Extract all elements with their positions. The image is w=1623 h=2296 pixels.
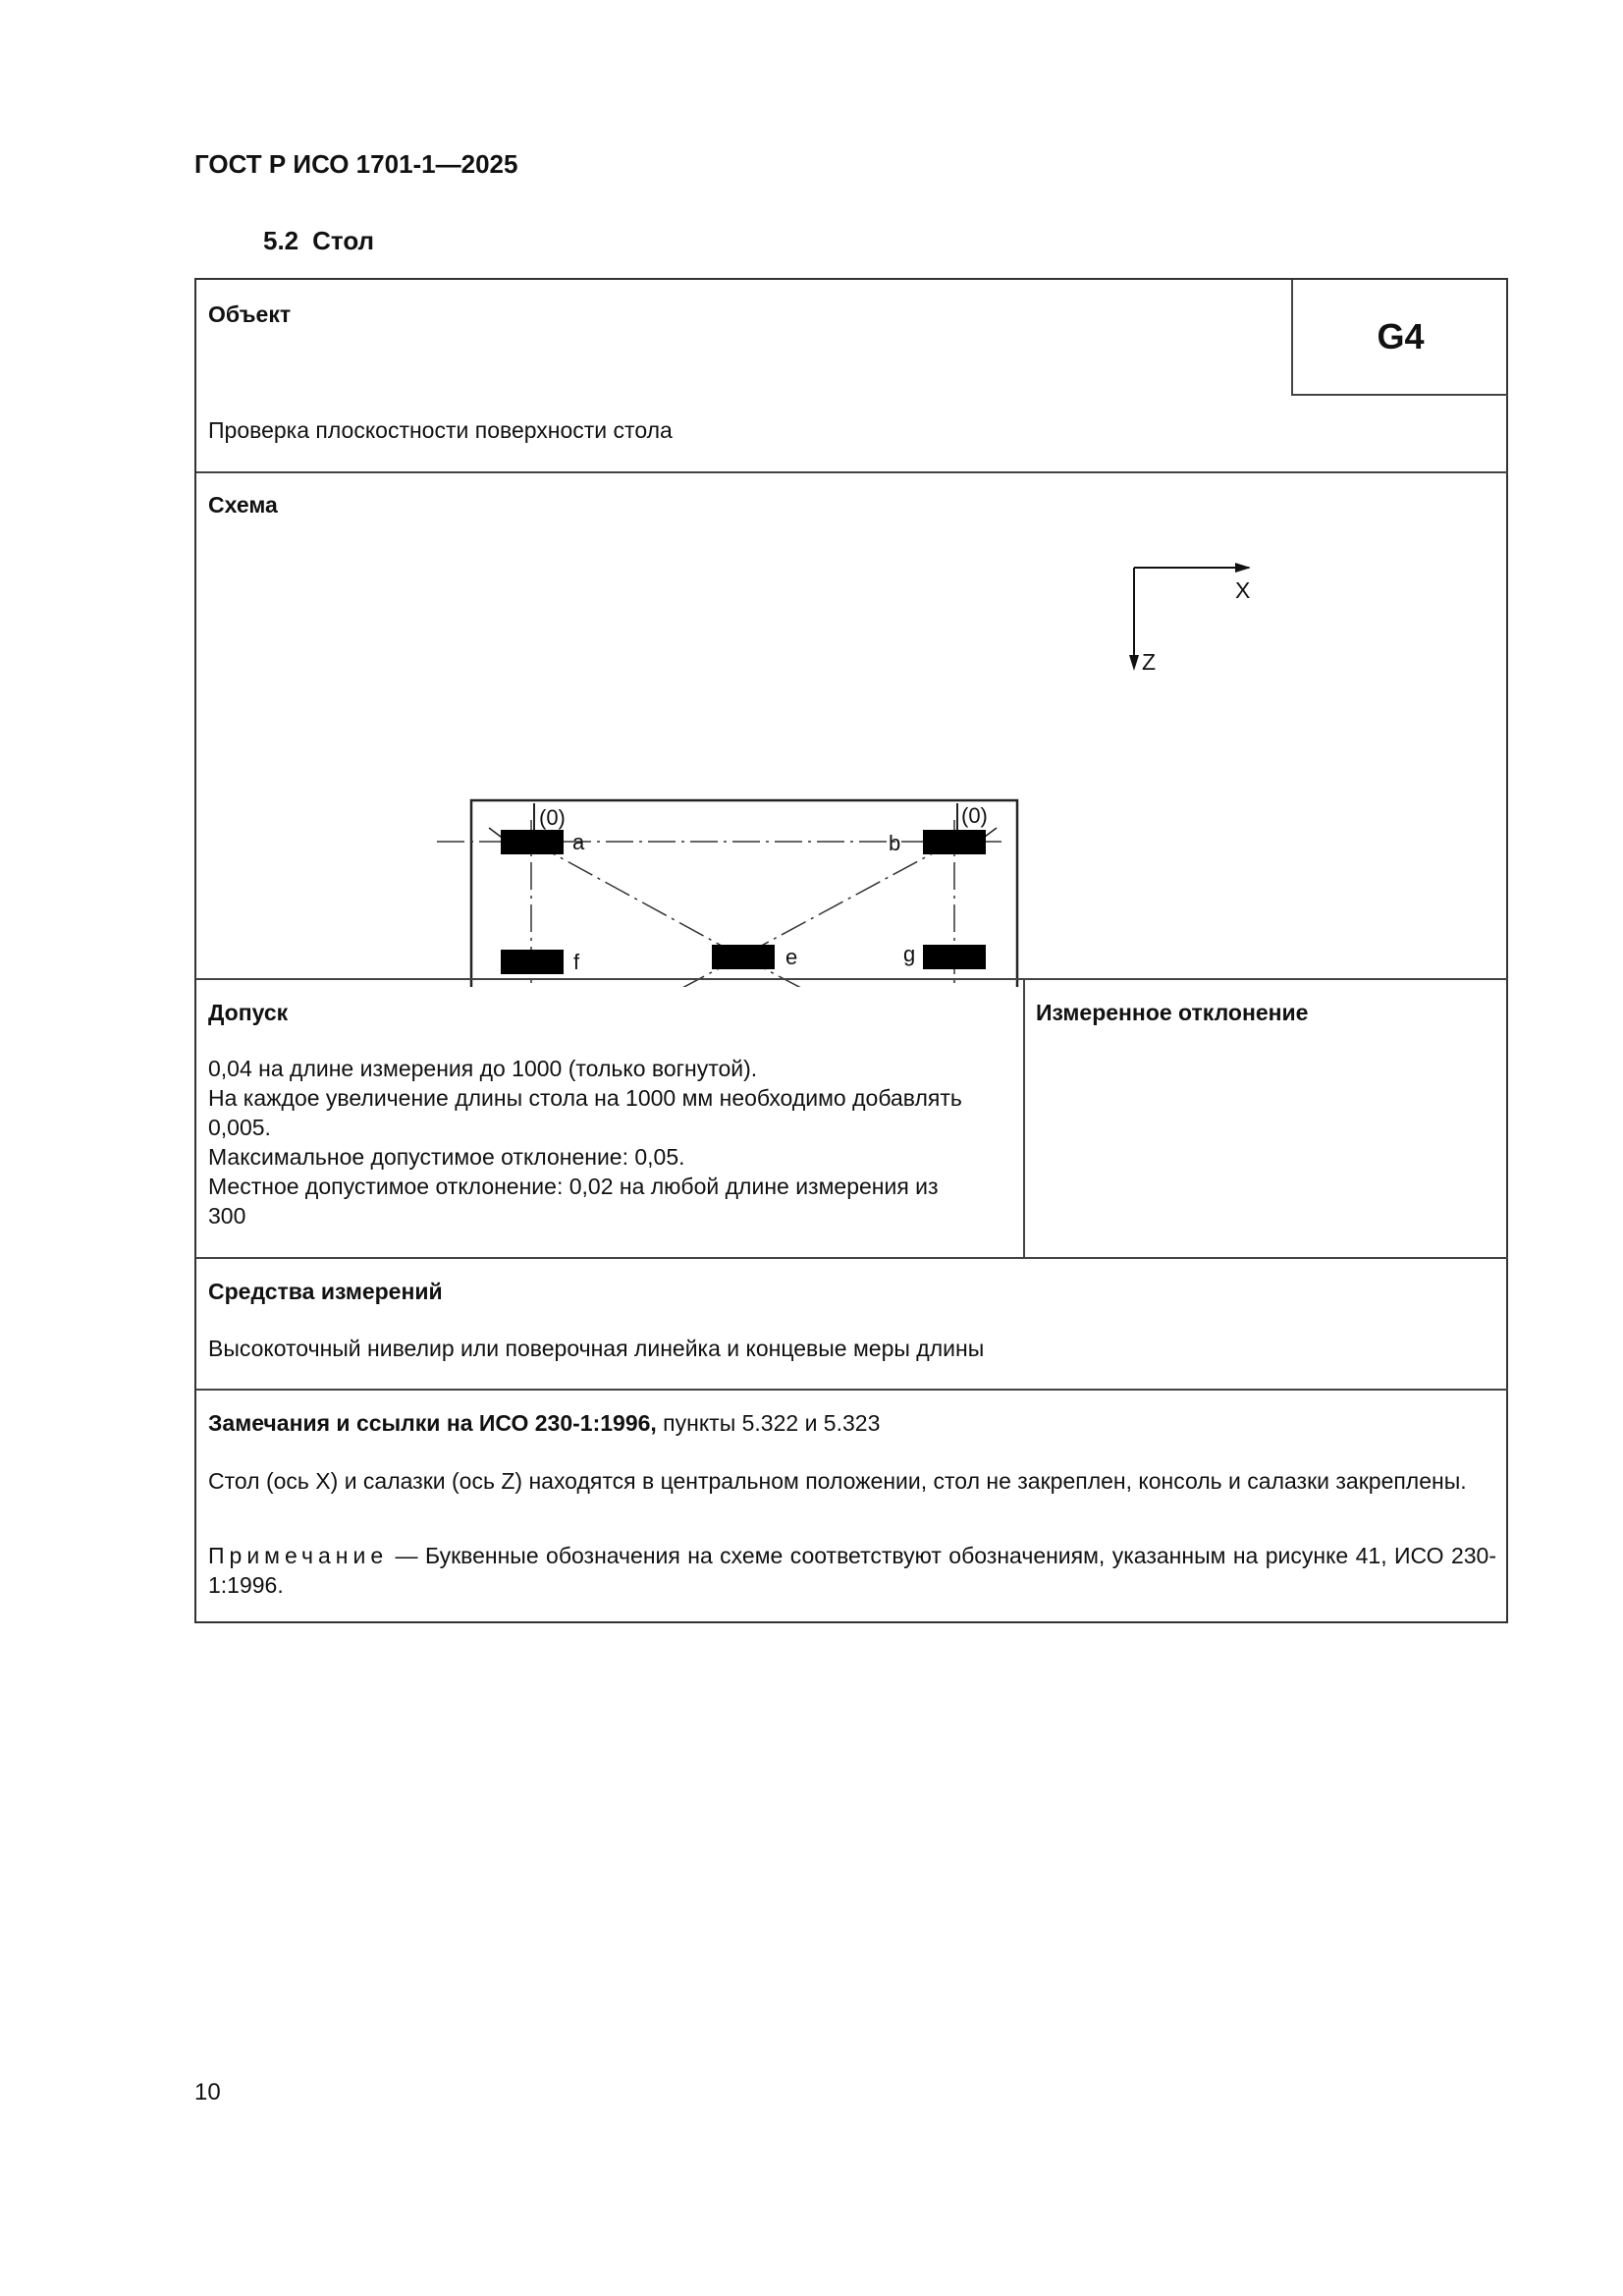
instruments-text: Высокоточный нивелир или поверочная линейка и концевые меры длины [208,1336,985,1361]
tolerance-text [208,1054,1013,1230]
x-arrow-icon [1235,563,1251,573]
remarks-heading [208,1408,880,1438]
row-divider [196,978,1508,980]
tolerance-line: Максимальное допустимое отклонение: 0,05. [208,1144,685,1170]
block-g [923,945,986,969]
object-text: Проверка плоскостности поверхности стола [208,417,673,443]
axis-z-label: Z [1142,649,1157,675]
diagonal-ae [531,842,741,957]
measured-deviation-label: Измеренное отклонение [1036,1000,1309,1025]
tolerance-line: 300 [208,1203,246,1229]
row-divider [196,1257,1508,1259]
document-header: ГОСТ Р ИСО 1701-1—2025 [194,149,518,179]
tolerance-line: 0,005. [208,1115,271,1140]
tolerance-line: На каждое увеличение длины стола на 1000 мм необходимо добавлять [208,1085,962,1111]
inspection-table [194,278,1508,1623]
block-b [923,830,986,854]
note-text: — Буквенные обозначения на схеме соответствуют обозначениям, указанным на рисунке 41, ИСО 230-1:1996. [208,1543,1496,1598]
diagonal-be [741,842,954,957]
z-arrow-icon [1129,655,1139,671]
section-title [263,226,374,256]
flatness-scheme-diagram [196,476,1508,987]
point-label-g: g [903,942,916,966]
point-label-a: a [572,830,585,854]
tolerance-line: 0,04 на длине измерения до 1000 (только вогнутой). [208,1056,758,1081]
tolerance-line: Местное допустимое отклонение: 0,02 на любой длине измерения из [208,1174,939,1199]
remarks-text: Стол (ось X) и салазки (ось Z) находятся в центральном положении, стол не закреплен, консоль и салазки закреплены. [208,1468,1467,1494]
section-name: Стол [312,226,375,255]
zero-mark-b: (0) [961,803,988,828]
note [208,1541,1496,1600]
note-label: Примечание [208,1543,389,1568]
zero-mark-a: (0) [539,805,566,830]
block-e [712,945,775,969]
remarks-reference: пункты 5.322 и 5.323 [656,1410,881,1436]
tolerance-label: Допуск [208,1000,289,1025]
point-label-f: f [573,950,580,974]
point-label-b: b [889,831,901,855]
section-number: 5.2 [263,226,299,255]
column-divider [1023,978,1025,1257]
test-code: G4 [1291,280,1508,396]
remarks-label: Замечания и ссылки на ИСО 230-1:1996, [208,1410,657,1436]
scheme-label: Схема [208,492,278,518]
block-f [501,950,564,974]
point-label-e: e [785,945,798,969]
row-divider [196,471,1508,473]
row-divider [196,1389,1508,1391]
object-label: Объект [208,301,292,327]
axis-x-label: X [1235,577,1251,603]
page-number: 10 [194,2079,221,2105]
block-a [501,830,564,854]
instruments-label: Средства измерений [208,1279,443,1304]
